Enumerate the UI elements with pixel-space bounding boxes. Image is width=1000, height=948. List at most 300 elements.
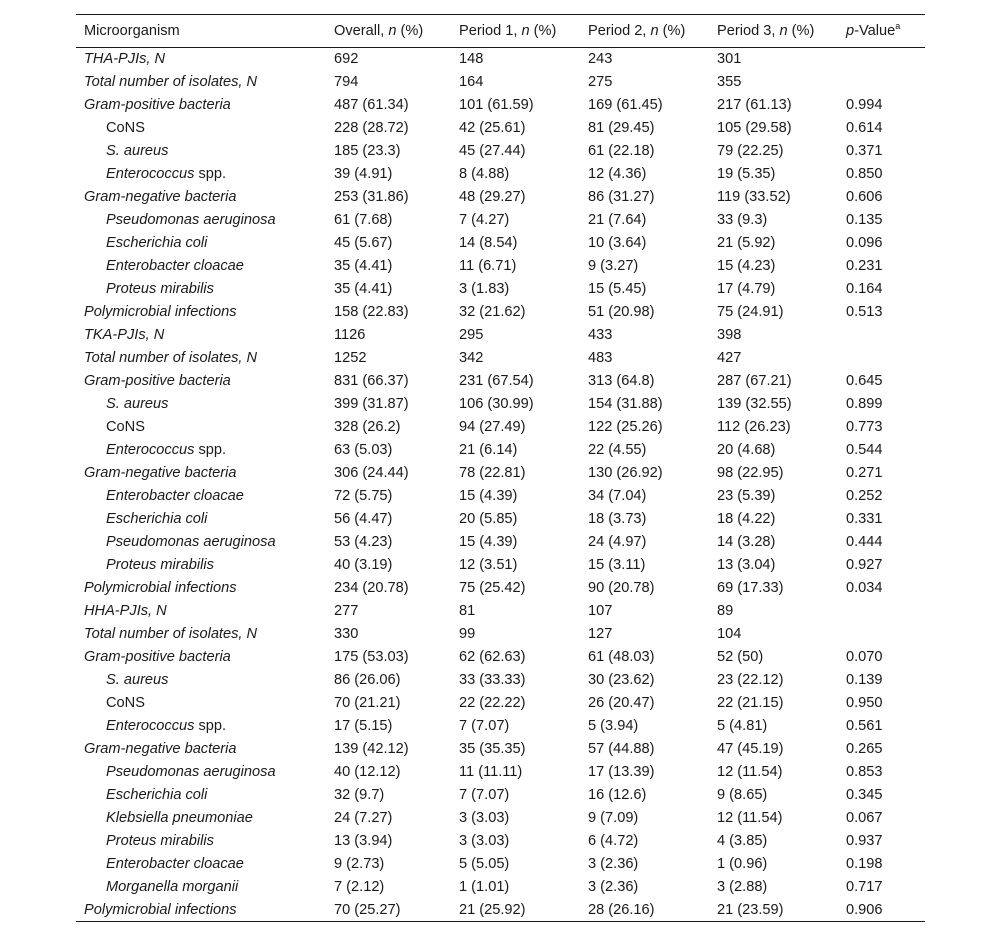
col-header-period1-text: Period 1,	[459, 23, 522, 39]
pvalue-cell: 0.853	[846, 764, 883, 780]
table-row	[76, 462, 925, 485]
row-label	[76, 278, 326, 301]
period2-cell: 154 (31.88)	[588, 396, 663, 412]
pvalue-cell: 0.096	[846, 235, 883, 251]
organism-suffix: spp.	[194, 166, 227, 182]
organism-name: Enterococcus	[106, 718, 195, 734]
row-label-text: Total number of isolates, N	[84, 74, 258, 90]
period3-cell: 112 (26.23)	[717, 419, 791, 435]
period1-cell: 15 (4.39)	[459, 534, 518, 550]
organism-name: Morganella morganii	[106, 879, 239, 895]
organism-name: Klebsiella pneumoniae	[106, 810, 253, 826]
row-label	[76, 370, 326, 393]
row-label	[76, 416, 326, 439]
pvalue-cell: 0.899	[846, 396, 883, 412]
n-symbol: n	[521, 23, 530, 39]
overall-cell: 7 (2.12)	[334, 879, 385, 895]
pvalue-cell: 0.139	[846, 672, 883, 688]
col-header-period3	[709, 15, 838, 48]
period3-cell: 21 (5.92)	[717, 235, 776, 251]
period3-cell: 75 (24.91)	[717, 304, 784, 320]
table-row	[76, 577, 925, 600]
pvalue-cell: 0.927	[846, 557, 883, 573]
period3-cell: 9 (8.65)	[717, 787, 768, 803]
overall-cell: 399 (31.87)	[334, 396, 409, 412]
overall-cell: 24 (7.27)	[334, 810, 393, 826]
period3-cell: 21 (23.59)	[717, 901, 784, 918]
row-label	[76, 853, 326, 876]
row-label	[76, 140, 326, 163]
period1-cell: 164	[459, 74, 484, 90]
organism-name: Enterobacter cloacae	[106, 488, 244, 504]
period3-cell: 15 (4.23)	[717, 258, 776, 274]
pvalue-cell: 0.645	[846, 373, 883, 389]
organism-suffix: spp.	[194, 718, 227, 734]
table-row	[76, 485, 925, 508]
col-header-period2	[580, 15, 709, 48]
row-label-text: HHA-PJIs, N	[84, 603, 167, 619]
pvalue-cell: 0.331	[846, 511, 883, 527]
table-row	[76, 347, 925, 370]
row-label	[76, 232, 326, 255]
row-label	[76, 669, 326, 692]
pvalue-cell: 0.561	[846, 718, 883, 734]
table-row	[76, 301, 925, 324]
period3-cell: 47 (45.19)	[717, 741, 784, 757]
row-label	[76, 94, 326, 117]
period1-cell: 295	[459, 327, 484, 343]
table-row	[76, 853, 925, 876]
period2-cell: 275	[588, 74, 613, 90]
row-label-text: Gram-positive bacteria	[84, 649, 231, 665]
period1-cell: 3 (1.83)	[459, 281, 510, 297]
period3-cell: 139 (32.55)	[717, 396, 792, 412]
row-label-text: Gram-negative bacteria	[84, 465, 237, 481]
period1-cell: 21 (6.14)	[459, 442, 518, 458]
period3-cell: 287 (67.21)	[717, 373, 792, 389]
period2-cell: 243	[588, 51, 613, 68]
period1-cell: 7 (7.07)	[459, 718, 510, 734]
overall-cell: 234 (20.78)	[334, 580, 409, 596]
period3-cell: 5 (4.81)	[717, 718, 768, 734]
period2-cell: 130 (26.92)	[588, 465, 663, 481]
table-row	[76, 669, 925, 692]
row-label-text: Gram-positive bacteria	[84, 373, 231, 389]
overall-cell: 253 (31.86)	[334, 189, 409, 205]
overall-cell: 175 (53.03)	[334, 649, 409, 665]
table-body	[76, 48, 925, 922]
table-row	[76, 531, 925, 554]
period3-cell: 23 (5.39)	[717, 488, 776, 504]
period3-cell: 33 (9.3)	[717, 212, 768, 228]
col-header-microorganism-text: Microorganism	[84, 23, 180, 39]
overall-cell: 40 (3.19)	[334, 557, 393, 573]
period1-cell: 1 (1.01)	[459, 879, 510, 895]
period1-cell: 42 (25.61)	[459, 120, 526, 136]
col-header-microorganism	[76, 15, 326, 48]
period2-cell: 24 (4.97)	[588, 534, 647, 550]
period3-cell: 14 (3.28)	[717, 534, 776, 550]
period1-cell: 20 (5.85)	[459, 511, 518, 527]
period3-cell: 119 (33.52)	[717, 189, 791, 205]
period3-cell: 69 (17.33)	[717, 580, 784, 596]
period2-cell: 81 (29.45)	[588, 120, 655, 136]
overall-cell: 139 (42.12)	[334, 741, 409, 757]
period2-cell: 107	[588, 603, 613, 619]
table-row	[76, 692, 925, 715]
overall-cell: 228 (28.72)	[334, 120, 409, 136]
overall-cell: 1126	[334, 327, 366, 343]
footnote-marker: a	[895, 21, 901, 31]
overall-cell: 306 (24.44)	[334, 465, 409, 481]
pvalue-cell: 0.614	[846, 120, 883, 136]
period3-cell: 1 (0.96)	[717, 856, 768, 872]
table-row	[76, 163, 925, 186]
row-label	[76, 347, 326, 370]
overall-cell: 70 (25.27)	[334, 901, 401, 918]
table-row	[76, 784, 925, 807]
table-row	[76, 48, 925, 71]
period1-cell: 11 (11.11)	[459, 764, 523, 780]
table-row	[76, 416, 925, 439]
organism-name: Pseudomonas aeruginosa	[106, 212, 276, 228]
table-row	[76, 876, 925, 899]
period1-cell: 32 (21.62)	[459, 304, 526, 320]
organism-name: Pseudomonas aeruginosa	[106, 764, 276, 780]
organism-name: S. aureus	[106, 143, 169, 159]
pvalue-cell: 0.444	[846, 534, 883, 550]
period1-cell: 33 (33.33)	[459, 672, 526, 688]
period1-cell: 94 (27.49)	[459, 419, 526, 435]
overall-cell: 831 (66.37)	[334, 373, 409, 389]
row-label-text: Gram-negative bacteria	[84, 741, 237, 757]
overall-cell: 40 (12.12)	[334, 764, 401, 780]
table-row	[76, 899, 925, 922]
organism-suffix: spp.	[194, 442, 227, 458]
row-label	[76, 807, 326, 830]
pvalue-suffix: -Value	[854, 23, 896, 39]
pvalue-cell: 0.345	[846, 787, 883, 803]
overall-cell: 72 (5.75)	[334, 488, 393, 504]
overall-cell: 63 (5.03)	[334, 442, 393, 458]
n-symbol: n	[388, 23, 397, 39]
period1-cell: 45 (27.44)	[459, 143, 526, 159]
period3-cell: 17 (4.79)	[717, 281, 776, 297]
period2-cell: 9 (7.09)	[588, 810, 639, 826]
pvalue-cell: 0.937	[846, 833, 883, 849]
period1-cell: 22 (22.22)	[459, 695, 526, 711]
row-label-text: CoNS	[106, 419, 145, 435]
row-label	[76, 531, 326, 554]
row-label-text: CoNS	[106, 695, 145, 711]
overall-cell: 185 (23.3)	[334, 143, 401, 159]
overall-cell: 9 (2.73)	[334, 856, 385, 872]
row-label	[76, 48, 326, 71]
table-row	[76, 554, 925, 577]
overall-cell: 17 (5.15)	[334, 718, 393, 734]
period1-cell: 81	[459, 603, 476, 619]
row-label-text: TKA-PJIs, N	[84, 327, 165, 343]
table-row	[76, 508, 925, 531]
table-row	[76, 209, 925, 232]
row-label-text: Total number of isolates, N	[84, 626, 258, 642]
period2-cell: 3 (2.36)	[588, 856, 639, 872]
pvalue-cell: 0.850	[846, 166, 883, 182]
row-label-text: Polymicrobial infections	[84, 304, 237, 320]
period2-cell: 51 (20.98)	[588, 304, 655, 320]
col-header-overall	[326, 15, 451, 48]
period1-cell: 15 (4.39)	[459, 488, 518, 504]
period1-cell: 35 (35.35)	[459, 741, 526, 757]
row-label	[76, 784, 326, 807]
organism-name: S. aureus	[106, 396, 169, 412]
period3-cell: 23 (22.12)	[717, 672, 784, 688]
row-label	[76, 324, 326, 347]
overall-cell: 45 (5.67)	[334, 235, 393, 251]
period3-cell: 13 (3.04)	[717, 557, 776, 573]
period3-cell: 104	[717, 626, 742, 642]
period1-cell: 48 (29.27)	[459, 189, 526, 205]
table-row	[76, 623, 925, 646]
col-header-period3-text: Period 3,	[717, 23, 780, 39]
row-label-text: Total number of isolates, N	[84, 350, 258, 366]
pvalue-cell	[838, 600, 925, 623]
pct-suffix: (%)	[658, 23, 686, 39]
overall-cell: 328 (26.2)	[334, 419, 401, 435]
overall-cell: 13 (3.94)	[334, 833, 393, 849]
table-row	[76, 600, 925, 623]
period1-cell: 99	[459, 626, 476, 642]
period1-cell: 11 (6.71)	[459, 258, 517, 274]
row-label-text: THA-PJIs, N	[84, 51, 166, 68]
organism-name: Enterococcus	[106, 442, 195, 458]
p-letter: p	[846, 23, 855, 39]
table-row	[76, 738, 925, 761]
col-header-pvalue	[838, 15, 925, 48]
organism-name: Escherichia coli	[106, 787, 208, 803]
row-label	[76, 71, 326, 94]
period3-cell: 12 (11.54)	[717, 764, 783, 780]
period2-cell: 90 (20.78)	[588, 580, 655, 596]
period2-cell: 483	[588, 350, 613, 366]
period3-cell: 19 (5.35)	[717, 166, 776, 182]
period2-cell: 21 (7.64)	[588, 212, 647, 228]
pvalue-cell	[838, 623, 925, 646]
period1-cell: 3 (3.03)	[459, 810, 510, 826]
row-label	[76, 117, 326, 140]
table-row	[76, 646, 925, 669]
period1-cell: 12 (3.51)	[459, 557, 518, 573]
row-label	[76, 899, 326, 922]
row-label-text: Gram-negative bacteria	[84, 189, 237, 205]
period1-cell: 62 (62.63)	[459, 649, 526, 665]
overall-cell: 70 (21.21)	[334, 695, 401, 711]
period1-cell: 14 (8.54)	[459, 235, 518, 251]
period3-cell: 427	[717, 350, 742, 366]
row-label	[76, 761, 326, 784]
period3-cell: 3 (2.88)	[717, 879, 768, 895]
period1-cell: 3 (3.03)	[459, 833, 510, 849]
period2-cell: 26 (20.47)	[588, 695, 655, 711]
row-label	[76, 485, 326, 508]
pct-suffix: (%)	[529, 23, 557, 39]
period1-cell: 148	[459, 51, 484, 68]
period3-cell: 301	[717, 51, 742, 68]
pvalue-cell: 0.265	[846, 741, 883, 757]
row-label	[76, 163, 326, 186]
overall-cell: 35 (4.41)	[334, 281, 393, 297]
overall-cell: 35 (4.41)	[334, 258, 393, 274]
table-row	[76, 439, 925, 462]
row-label	[76, 393, 326, 416]
organism-name: S. aureus	[106, 672, 169, 688]
table-header	[76, 15, 925, 48]
pvalue-cell: 0.164	[846, 281, 883, 297]
period2-cell: 9 (3.27)	[588, 258, 639, 274]
pvalue-cell: 0.773	[846, 419, 883, 435]
row-label-text: CoNS	[106, 120, 145, 136]
organism-name: Enterobacter cloacae	[106, 856, 244, 872]
row-label	[76, 186, 326, 209]
row-label	[76, 508, 326, 531]
organism-name: Pseudomonas aeruginosa	[106, 534, 276, 550]
table-row	[76, 715, 925, 738]
row-label	[76, 738, 326, 761]
row-label	[76, 301, 326, 324]
table-row	[76, 807, 925, 830]
organism-name: Escherichia coli	[106, 511, 208, 527]
period2-cell: 433	[588, 327, 613, 343]
overall-cell: 1252	[334, 350, 367, 366]
header-row	[76, 15, 925, 48]
table-row	[76, 94, 925, 117]
n-symbol: n	[650, 23, 659, 39]
overall-cell: 56 (4.47)	[334, 511, 393, 527]
pvalue-cell: 0.067	[846, 810, 883, 826]
table-row	[76, 117, 925, 140]
period3-cell: 105 (29.58)	[717, 120, 792, 136]
row-label	[76, 439, 326, 462]
period2-cell: 3 (2.36)	[588, 879, 639, 895]
pct-suffix: (%)	[787, 23, 815, 39]
period2-cell: 313 (64.8)	[588, 373, 655, 389]
period2-cell: 16 (12.6)	[588, 787, 647, 803]
table-row	[76, 830, 925, 853]
organism-name: Proteus mirabilis	[106, 557, 214, 573]
table-row	[76, 370, 925, 393]
period2-cell: 61 (22.18)	[588, 143, 655, 159]
period2-cell: 5 (3.94)	[588, 718, 639, 734]
overall-cell: 794	[334, 74, 359, 90]
microorganism-table	[76, 14, 925, 922]
period2-cell: 127	[588, 626, 613, 642]
row-label	[76, 462, 326, 485]
pvalue-cell: 0.231	[846, 258, 883, 274]
period3-cell: 217 (61.13)	[717, 97, 792, 113]
row-label	[76, 715, 326, 738]
table-row	[76, 761, 925, 784]
row-label-text: Polymicrobial infections	[84, 580, 237, 596]
period3-cell: 22 (21.15)	[717, 695, 784, 711]
table-row	[76, 255, 925, 278]
table-row	[76, 324, 925, 347]
period1-cell: 342	[459, 350, 484, 366]
period1-cell: 106 (30.99)	[459, 396, 534, 412]
period2-cell: 169 (61.45)	[588, 97, 663, 113]
pvalue-cell	[838, 48, 925, 71]
period2-cell: 61 (48.03)	[588, 649, 655, 665]
pvalue-cell: 0.544	[846, 442, 883, 458]
period3-cell: 18 (4.22)	[717, 511, 776, 527]
table-row	[76, 278, 925, 301]
overall-cell: 53 (4.23)	[334, 534, 393, 550]
pvalue-cell	[838, 71, 925, 94]
overall-cell: 158 (22.83)	[334, 304, 409, 320]
pvalue-cell: 0.513	[846, 304, 883, 320]
period1-cell: 8 (4.88)	[459, 166, 510, 182]
period3-cell: 398	[717, 327, 742, 343]
period3-cell: 89	[717, 603, 734, 619]
period1-cell: 101 (61.59)	[459, 97, 534, 113]
period1-cell: 7 (4.27)	[459, 212, 510, 228]
row-label	[76, 646, 326, 669]
pvalue-cell	[838, 347, 925, 370]
period3-cell: 355	[717, 74, 742, 90]
organism-name: Enterobacter cloacae	[106, 258, 244, 274]
period2-cell: 28 (26.16)	[588, 901, 655, 918]
table-row	[76, 71, 925, 94]
period2-cell: 10 (3.64)	[588, 235, 647, 251]
period1-cell: 7 (7.07)	[459, 787, 510, 803]
period2-cell: 34 (7.04)	[588, 488, 647, 504]
period2-cell: 57 (44.88)	[588, 741, 655, 757]
row-label	[76, 577, 326, 600]
overall-cell: 692	[334, 51, 359, 68]
row-label	[76, 830, 326, 853]
pvalue-cell: 0.906	[846, 901, 883, 918]
pvalue-cell: 0.070	[846, 649, 883, 665]
period1-cell: 75 (25.42)	[459, 580, 526, 596]
pvalue-cell: 0.271	[846, 465, 883, 481]
row-label	[76, 209, 326, 232]
row-label	[76, 876, 326, 899]
col-header-period1	[451, 15, 580, 48]
organism-name: Proteus mirabilis	[106, 833, 214, 849]
organism-name: Enterococcus	[106, 166, 195, 182]
period3-cell: 52 (50)	[717, 649, 764, 665]
overall-cell: 487 (61.34)	[334, 97, 409, 113]
pvalue-cell: 0.717	[846, 879, 883, 895]
organism-name: Escherichia coli	[106, 235, 208, 251]
overall-cell: 61 (7.68)	[334, 212, 393, 228]
period3-cell: 20 (4.68)	[717, 442, 776, 458]
table-row	[76, 232, 925, 255]
pvalue-cell: 0.994	[846, 97, 883, 113]
row-label	[76, 255, 326, 278]
table-container	[76, 14, 925, 922]
period3-cell: 12 (11.54)	[717, 810, 783, 826]
period1-cell: 231 (67.54)	[459, 373, 534, 389]
row-label	[76, 623, 326, 646]
overall-cell: 86 (26.06)	[334, 672, 401, 688]
period2-cell: 18 (3.73)	[588, 511, 647, 527]
overall-cell: 39 (4.91)	[334, 166, 393, 182]
row-label-text: Polymicrobial infections	[84, 901, 237, 918]
pvalue-cell: 0.135	[846, 212, 883, 228]
period3-cell: 98 (22.95)	[717, 465, 784, 481]
period2-cell: 6 (4.72)	[588, 833, 639, 849]
row-label	[76, 600, 326, 623]
